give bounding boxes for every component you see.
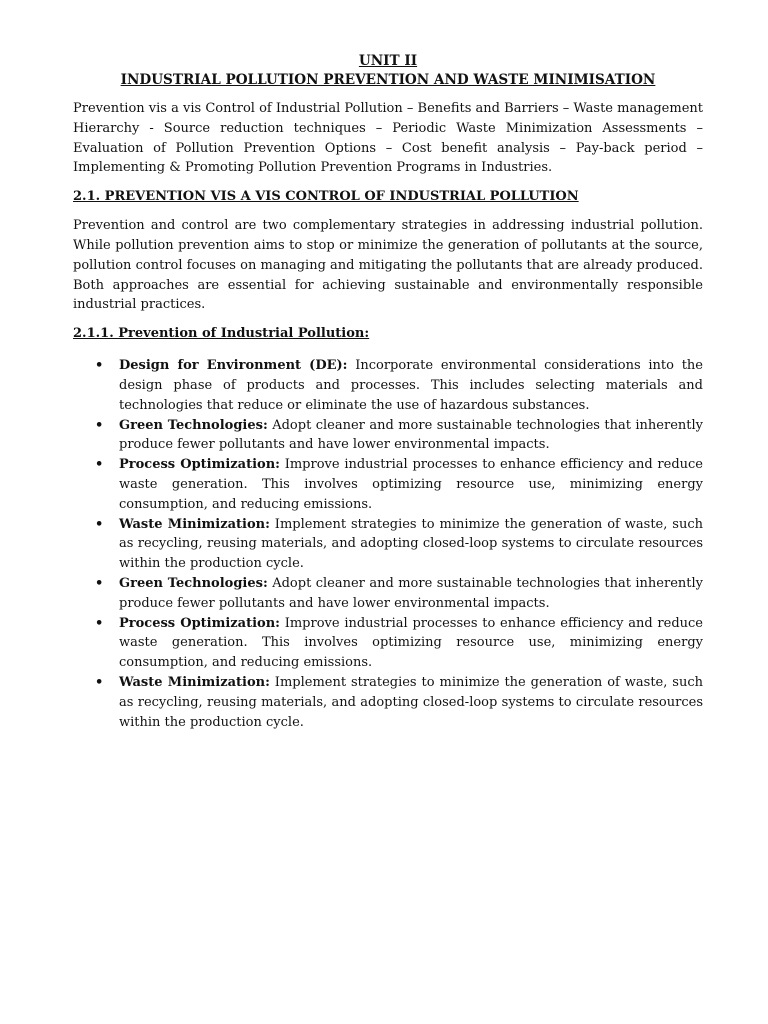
list-item — [73, 673, 703, 732]
bullet-icon: • — [95, 674, 104, 690]
unit-title: UNIT II — [358, 53, 418, 69]
item-text: Improve industrial processes to enhance efficiency and reduce waste generation. This involves optimizing resource use, minimizing energy consumption, and reducing emissions. — [119, 457, 703, 512]
intro-paragraph: Prevention vis a vis Control of Industrial Pollution – Benefits and Barriers – Waste management Hierarchy - Source reduction techniques – Periodic Waste Minimization Assessments – Evaluation of Pollution Prevention Options – Cost benefit analysis – Pay-back period – Implementing & Promoting Pollution Prevention Programs in Industries. — [73, 101, 703, 176]
item-text: Implement strategies to minimize the generation of waste, such as recycling, reusing materials, and adopting closed-loop systems to circulate resources within the production cycle. — [119, 516, 703, 572]
list-item — [73, 416, 703, 456]
item-text: Adopt cleaner and more sustainable technologies that inherently produce fewer pollutants and have lower environmental impacts. — [119, 417, 703, 453]
item-text: Improve industrial processes to enhance efficiency and reduce waste generation. This involves optimizing resource use, minimizing energy consumption, and reducing emissions. — [119, 615, 703, 671]
bullet-icon: • — [95, 615, 104, 631]
bullet-list — [73, 356, 703, 732]
document-page — [73, 52, 703, 732]
bullet-icon: • — [95, 417, 104, 433]
item-term: Waste Minimization: — [119, 674, 270, 690]
subsection-heading: 2.1.1. Prevention of Industrial Pollution: — [73, 326, 370, 342]
section-heading: 2.1. PREVENTION VIS A VIS CONTROL OF INDUSTRIAL POLLUTION — [73, 189, 579, 205]
item-term: Waste Minimization: — [119, 516, 270, 532]
bullet-icon: • — [95, 516, 104, 532]
list-item — [73, 356, 703, 415]
list-item — [73, 455, 703, 514]
section-paragraph: Prevention and control are two complementary strategies in addressing industrial pollution. While pollution prevention aims to stop or minimize the generation of pollutants at the source, pollution control focuses on managing and mitigating the pollutants that are already produced. Both approaches are essential for achieving sustainable and environmentally responsible industrial practices. — [73, 218, 703, 313]
list-item — [73, 574, 703, 614]
item-text: Incorporate environmental considerations into the design phase of products and processes. This includes selecting materials and technologies that reduce or eliminate the use of hazardous substances. — [119, 358, 703, 413]
bullet-icon: • — [95, 457, 104, 473]
list-item — [73, 515, 703, 574]
item-text: Implement strategies to minimize the generation of waste, such as recycling, reusing materials, and adopting closed-loop systems to circulate resources within the production cycle. — [119, 674, 703, 730]
item-term: Process Optimization: — [119, 615, 280, 631]
item-term: Process Optimization: — [119, 457, 280, 473]
bullet-icon: • — [95, 358, 104, 374]
item-term: Green Technologies: — [119, 417, 268, 433]
item-term: Green Technologies: — [119, 575, 268, 591]
item-term: Design for Environment (DE): — [119, 358, 348, 374]
main-title: INDUSTRIAL POLLUTION PREVENTION AND WASTE MINIMISATION — [120, 72, 656, 88]
item-text: Adopt cleaner and more sustainable technologies that inherently produce fewer pollutants and have lower environmental impacts. — [119, 575, 703, 611]
list-item — [73, 614, 703, 673]
bullet-icon: • — [95, 575, 104, 591]
